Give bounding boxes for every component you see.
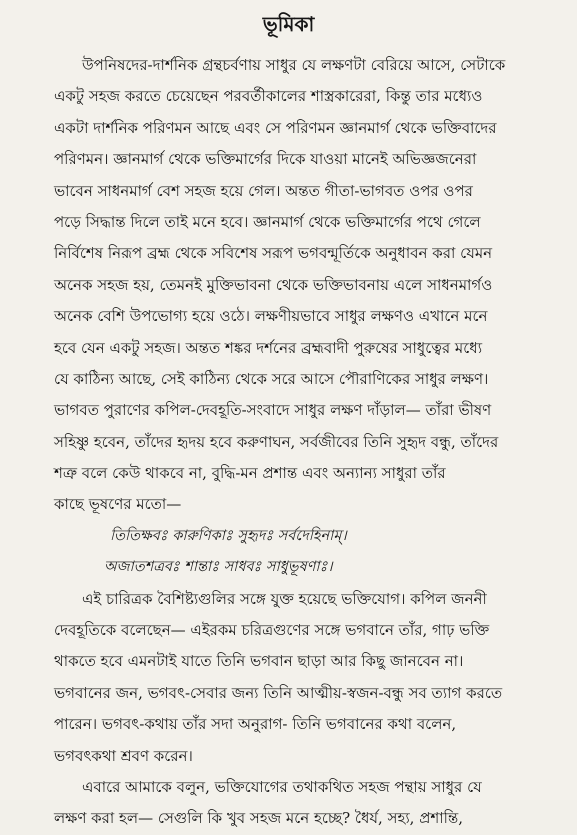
text-line: দেবহূতিকে বলেছেন— এইরকম চরিত্রগুণের সঙ্গে ভগবানে তাঁর, গাঢ় ভক্তি — [54, 621, 490, 640]
text-line: একটা দার্শনিক পরিণমন আছে এবং সে পরিণমন জ্ঞানমার্গ থেকে ভক্তিবাদের — [54, 118, 497, 137]
page-title: ভূমিকা — [262, 12, 315, 36]
text-line: লক্ষণ করা হল— সেগুলি কি খুব সহজ মনে হচ্ছে? ধৈর্য, সহ্য, প্রশান্তি, — [54, 809, 464, 828]
text-line: একটু সহজ করতে চেয়েছেন পরবর্তীকালের শাস্ত্রকারেরা, কিন্তু তার মধ্যেও — [54, 87, 483, 106]
text-line: পারেন। ভগবৎ-কথায় তাঁর সদা অনুরাগ- তিনি ভগবানের কথা বলেন, — [54, 715, 457, 734]
text-line: নির্বিশেষ নিরূপ ব্রহ্ম থেকে সবিশেষ সরূপ ভগবন্মূর্তিকে অনুধাবন করা যেমন — [54, 244, 493, 263]
text-line: উপনিষদের-দার্শনিক গ্রন্থচর্বণায় সাধুর যে লক্ষণটা বেরিয়ে আসে, সেটাকে — [82, 56, 506, 74]
text-line: সহিষ্ণু হবেন, তাঁদের হৃদয় হবে করুণাঘন, সর্বজীবের তিনি সুহৃদ বন্ধু, তাঁদের — [54, 432, 499, 451]
text-line: অনেক সহজ হয়, তেমনই মুক্তিভাবনা থেকে ভক্তিভাবনায় এলে সাধনমার্গও — [54, 275, 493, 294]
text-line: এবারে আমাকে বলুন, ভক্তিযোগের তথাকথিত সহজ পন্থায় সাধুর যে — [82, 777, 482, 796]
verse-line: অজাতশত্রবঃ শান্তাঃ সাধবঃ সাধুভূষণাঃ। — [104, 559, 333, 576]
text-line: হবে যেন একটু সহজ। অন্তত শঙ্কর দর্শনের ব্রহ্মবাদী পুরুষের সাধুত্বের মধ্যে — [54, 338, 483, 357]
text-line: পরিণমন। জ্ঞানমার্গ থেকে ভক্তিমার্গের দিকে যাওয়া মানেই অভিজ্ঞজনেরা — [54, 150, 477, 169]
text-line: ভাবেন সাধনমার্গ বেশ সহজ হয়ে গেল। অন্তত গীতা-ভাগবত ওপর ওপর — [54, 181, 473, 200]
text-line: যে কাঠিন্য আছে, সেই কাঠিন্য থেকে সরে আসে পৌরাণিকের সাধুর লক্ষণ। — [54, 369, 489, 388]
text-line: থাকতে হবে এমনটাই যাতে তিনি ভগবান ছাড়া আর কিছু জানবেন না। — [54, 652, 464, 671]
text-line: কাছে ভূষণের মতো— — [54, 495, 182, 514]
text-line: ভাগবত পুরাণের কপিল-দেবহূতি-সংবাদে সাধুর লক্ষণ দাঁড়াল— তাঁরা ভীষণ — [54, 401, 492, 420]
text-line: অনেক বেশি উপভোগ্য হয়ে ওঠে। লক্ষণীয়ভাবে সাধুর লক্ষণও এখানে মনে — [54, 307, 488, 326]
text-line: ভগবৎকথা শ্রবণ করেন। — [54, 746, 193, 765]
text-line: এই চারিত্রক বৈশিষ্ট্যগুলির সঙ্গে যুক্ত হয়েছে ভক্তিযোগ। কপিল জননী — [82, 589, 487, 608]
text-line: পড়ে সিদ্ধান্ত দিলে তাই মনে হবে। জ্ঞানমার্গ থেকে ভক্তিমার্গের পথে গেলে — [54, 212, 481, 231]
text-line: ভগবানের জন, ভগবৎ-সেবার জন্য তিনি আত্মীয়-স্বজন-বন্ধু সব ত্যাগ করতে — [54, 683, 503, 702]
verse-line: তিতিক্ষবঃ কারুণিকাঃ সুহৃদঃ সর্বদেহিনাম্। — [110, 527, 347, 544]
text-line: শত্রু বলে কেউ থাকবে না, বুদ্ধি-মন প্রশান্ত এবং অন্যান্য সাধুরা তাঁর — [54, 464, 446, 483]
body-text — [54, 50, 556, 835]
